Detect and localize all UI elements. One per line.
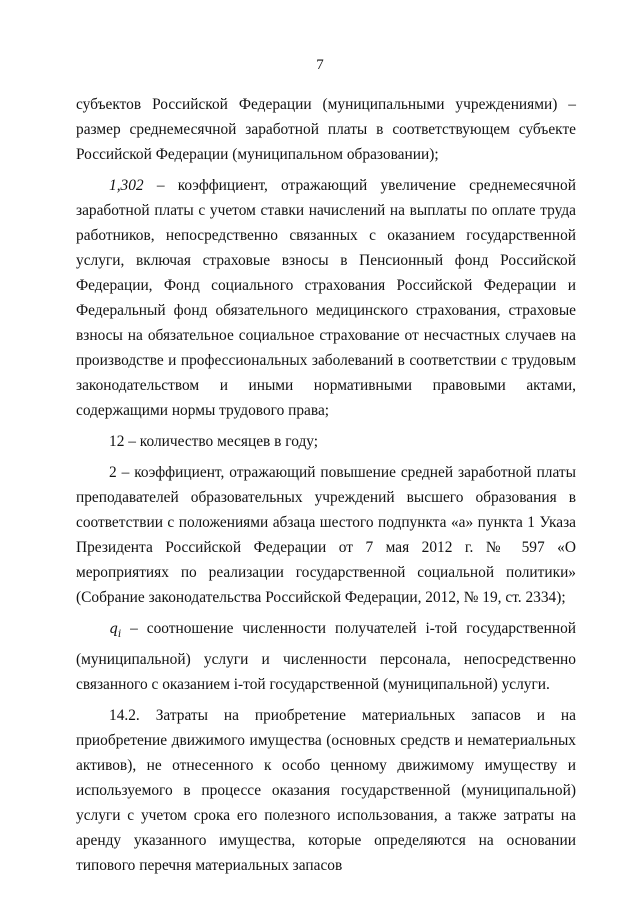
coefficient-value: 1,302 [109, 177, 144, 194]
paragraph-coefficient-1302 [76, 173, 576, 423]
qi-symbol [109, 621, 122, 640]
paragraph-section-14-2: 14.2. Затраты на приобретение материальных запасов и на приобретение движимого имущества (основных средств и нематериальных активов), не отнесенного к особо ценному движимому имуществу и используемого в процессе оказания государственной (муниципальной) услуги с учетом срока его полезного использования, а также затраты на аренду указанного имущества, которые определяются на основании типового перечня материальных запасов [76, 706, 576, 874]
document-body [76, 92, 576, 878]
paragraph-coefficient-2: 2 – коэффициент, отражающий повышение средней заработной платы преподавателей образовательных учреждений высшего образования в соответствии с положениями абзаца шестого подпункта «а» пункта 1 Указа Президента Российской Федерации от 7 мая 2012 г. № 597 «О мероприятиях по реализации государственной социальной политики» (Собрание законодательства Российской Федерации, 2012, № 19, ст. 2334); [76, 464, 576, 606]
paragraph-continuation: субъектов Российской Федерации (муниципальными учреждениями) – размер среднемесячной заработной платы в соответствующем субъекте Российской Федерации (муниципальном образовании); [76, 96, 576, 163]
qi-description: – соотношение численности получателей i-той государственной (муниципальной) услуги и численности персонала, непосредственно связанного с оказанием i-той государственной (муниципальной) услуги. [76, 620, 576, 693]
page-number: 7 [316, 57, 324, 73]
coefficient-description: – коэффициент, отражающий увеличение среднемесячной заработной платы с учетом ставки начислений на выплаты по оплате труда работников, непосредственно связанных с оказанием государственной услуги, включая страховые взносы в Пенсионный фонд Российской Федерации, Фонд социального страхования Российской Федерации и Федеральный фонд обязательного медицинского страхования, страховые взносы на обязательное социальное страхование от несчастных случаев на производстве и профессиональных заболеваний в соответствии с трудовым законодательством и иными нормативными правовыми актами, содержащими нормы трудового права; [76, 177, 576, 419]
qi-symbol-base: q [109, 621, 118, 637]
paragraph-months: 12 – количество месяцев в году; [109, 433, 319, 450]
paragraph-qi [76, 616, 576, 697]
qi-symbol-subscript: i [117, 628, 122, 640]
